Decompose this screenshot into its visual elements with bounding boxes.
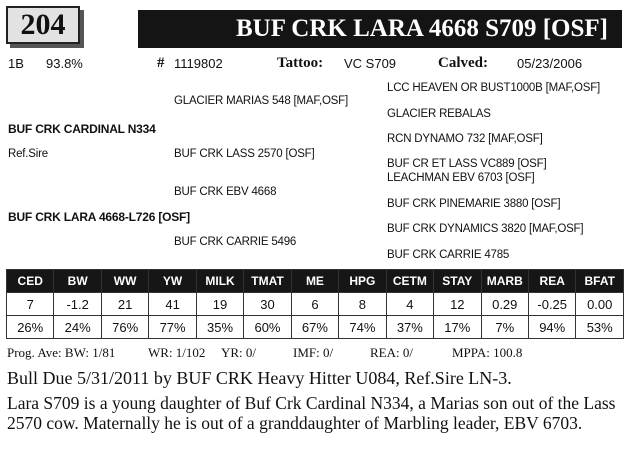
epd-value-bfat: 0.00: [576, 293, 624, 316]
epd-value-marb: 0.29: [481, 293, 528, 316]
reg-number: 1119802: [174, 56, 223, 71]
pedigree-dd: BUF CRK CARRIE 5496: [174, 236, 297, 248]
description: Lara S709 is a young daughter of Buf Crk Cardinal N334, a Marias son out of the Lass 2570 cow. Maternally he is out of a granddaughter of Marbling leader, EBV 6703.: [7, 393, 616, 433]
epd-value-bw: -1.2: [54, 293, 101, 316]
epd-value-cetm: 4: [386, 293, 433, 316]
epd-value-row: [7, 293, 624, 316]
epd-value-tmat: 30: [244, 293, 291, 316]
pedigree-ds: BUF CRK EBV 4668: [174, 186, 277, 198]
epd-pct-bw: 24%: [54, 316, 101, 339]
lot-number: 204: [20, 8, 66, 41]
epd-pct-cetm: 37%: [386, 316, 433, 339]
epd-value-rea: -0.25: [528, 293, 575, 316]
prog-ave-mppa: MPPA: 100.8: [452, 345, 523, 360]
id-code: 1B: [8, 56, 24, 71]
epd-header-bfat: BFAT: [576, 270, 624, 293]
epd-pct-yw: 77%: [149, 316, 196, 339]
epd-header-row: [7, 270, 624, 293]
lot-number-box: [6, 6, 80, 44]
animal-name: BUF CRK LARA 4668 S709 [OSF]: [235, 15, 608, 42]
title-bar: [138, 10, 622, 48]
pedigree-sire: BUF CRK CARDINAL N334: [8, 122, 156, 136]
epd-pct-me: 67%: [291, 316, 338, 339]
tattoo-label: Tattoo:: [277, 55, 324, 71]
epd-table: [6, 269, 624, 339]
epd-pct-bfat: 53%: [576, 316, 624, 339]
epd-header-ced: CED: [7, 270, 54, 293]
pedigree-sds: RCN DYNAMO 732 [MAF,OSF]: [387, 133, 543, 145]
pedigree-dds: BUF CRK DYNAMICS 3820 [MAF,OSF]: [387, 223, 584, 235]
pedigree-dam: BUF CRK LARA 4668-L726 [OSF]: [8, 210, 190, 224]
tattoo-value: VC S709: [344, 56, 397, 71]
epd-pct-stay: 17%: [434, 316, 481, 339]
epd-value-yw: 41: [149, 293, 196, 316]
epd-pct-ww: 76%: [101, 316, 148, 339]
epd-header-stay: STAY: [434, 270, 481, 293]
epd-value-stay: 12: [434, 293, 481, 316]
prog-ave-wr: WR: 1/102: [148, 345, 206, 360]
epd-percentile-row: [7, 316, 624, 339]
epd-header-yw: YW: [149, 270, 196, 293]
epd-header-tmat: TMAT: [244, 270, 291, 293]
epd-header-ww: WW: [101, 270, 148, 293]
prog-ave-rea: REA: 0/: [370, 345, 413, 360]
pedigree-sss: LCC HEAVEN OR BUST1000B [MAF,OSF]: [387, 82, 601, 94]
epd-value-me: 6: [291, 293, 338, 316]
pedigree-ssd: GLACIER REBALAS: [387, 108, 491, 120]
pedigree-dss: LEACHMAN EBV 6703 [OSF]: [387, 172, 535, 184]
pedigree-ss: GLACIER MARIAS 548 [MAF,OSF]: [174, 95, 348, 107]
epd-value-milk: 19: [196, 293, 243, 316]
epd-header-me: ME: [291, 270, 338, 293]
epd-value-ww: 21: [101, 293, 148, 316]
epd-pct-ced: 26%: [7, 316, 54, 339]
reg-label: #: [157, 55, 165, 71]
due-line: Bull Due 5/31/2011 by BUF CRK Heavy Hitter U084, Ref.Sire LN-3.: [7, 368, 512, 388]
epd-pct-milk: 35%: [196, 316, 243, 339]
percent-value: 93.8%: [46, 56, 83, 71]
epd-value-hpg: 8: [339, 293, 386, 316]
epd-value-ced: 7: [7, 293, 54, 316]
epd-pct-rea: 94%: [528, 316, 575, 339]
epd-pct-marb: 7%: [481, 316, 528, 339]
pedigree-sdd: BUF CR ET LASS VC889 [OSF]: [387, 158, 547, 170]
epd-pct-hpg: 74%: [339, 316, 386, 339]
epd-header-bw: BW: [54, 270, 101, 293]
pedigree-sd: BUF CRK LASS 2570 [OSF]: [174, 148, 315, 160]
epd-header-cetm: CETM: [386, 270, 433, 293]
pedigree-sire-note: Ref.Sire: [8, 148, 48, 160]
epd-pct-tmat: 60%: [244, 316, 291, 339]
pedigree-ddd: BUF CRK CARRIE 4785: [387, 249, 510, 261]
epd-header-marb: MARB: [481, 270, 528, 293]
prog-ave-yr: YR: 0/: [221, 345, 257, 360]
prog-ave-bw: Prog. Ave: BW: 1/81: [7, 345, 116, 360]
epd-header-hpg: HPG: [339, 270, 386, 293]
prog-ave-imf: IMF: 0/: [293, 345, 334, 360]
calved-label: Calved:: [438, 55, 488, 71]
pedigree-dsd: BUF CRK PINEMARIE 3880 [OSF]: [387, 198, 561, 210]
calved-value: 05/23/2006: [517, 56, 583, 71]
epd-header-milk: MILK: [196, 270, 243, 293]
epd-header-rea: REA: [528, 270, 575, 293]
